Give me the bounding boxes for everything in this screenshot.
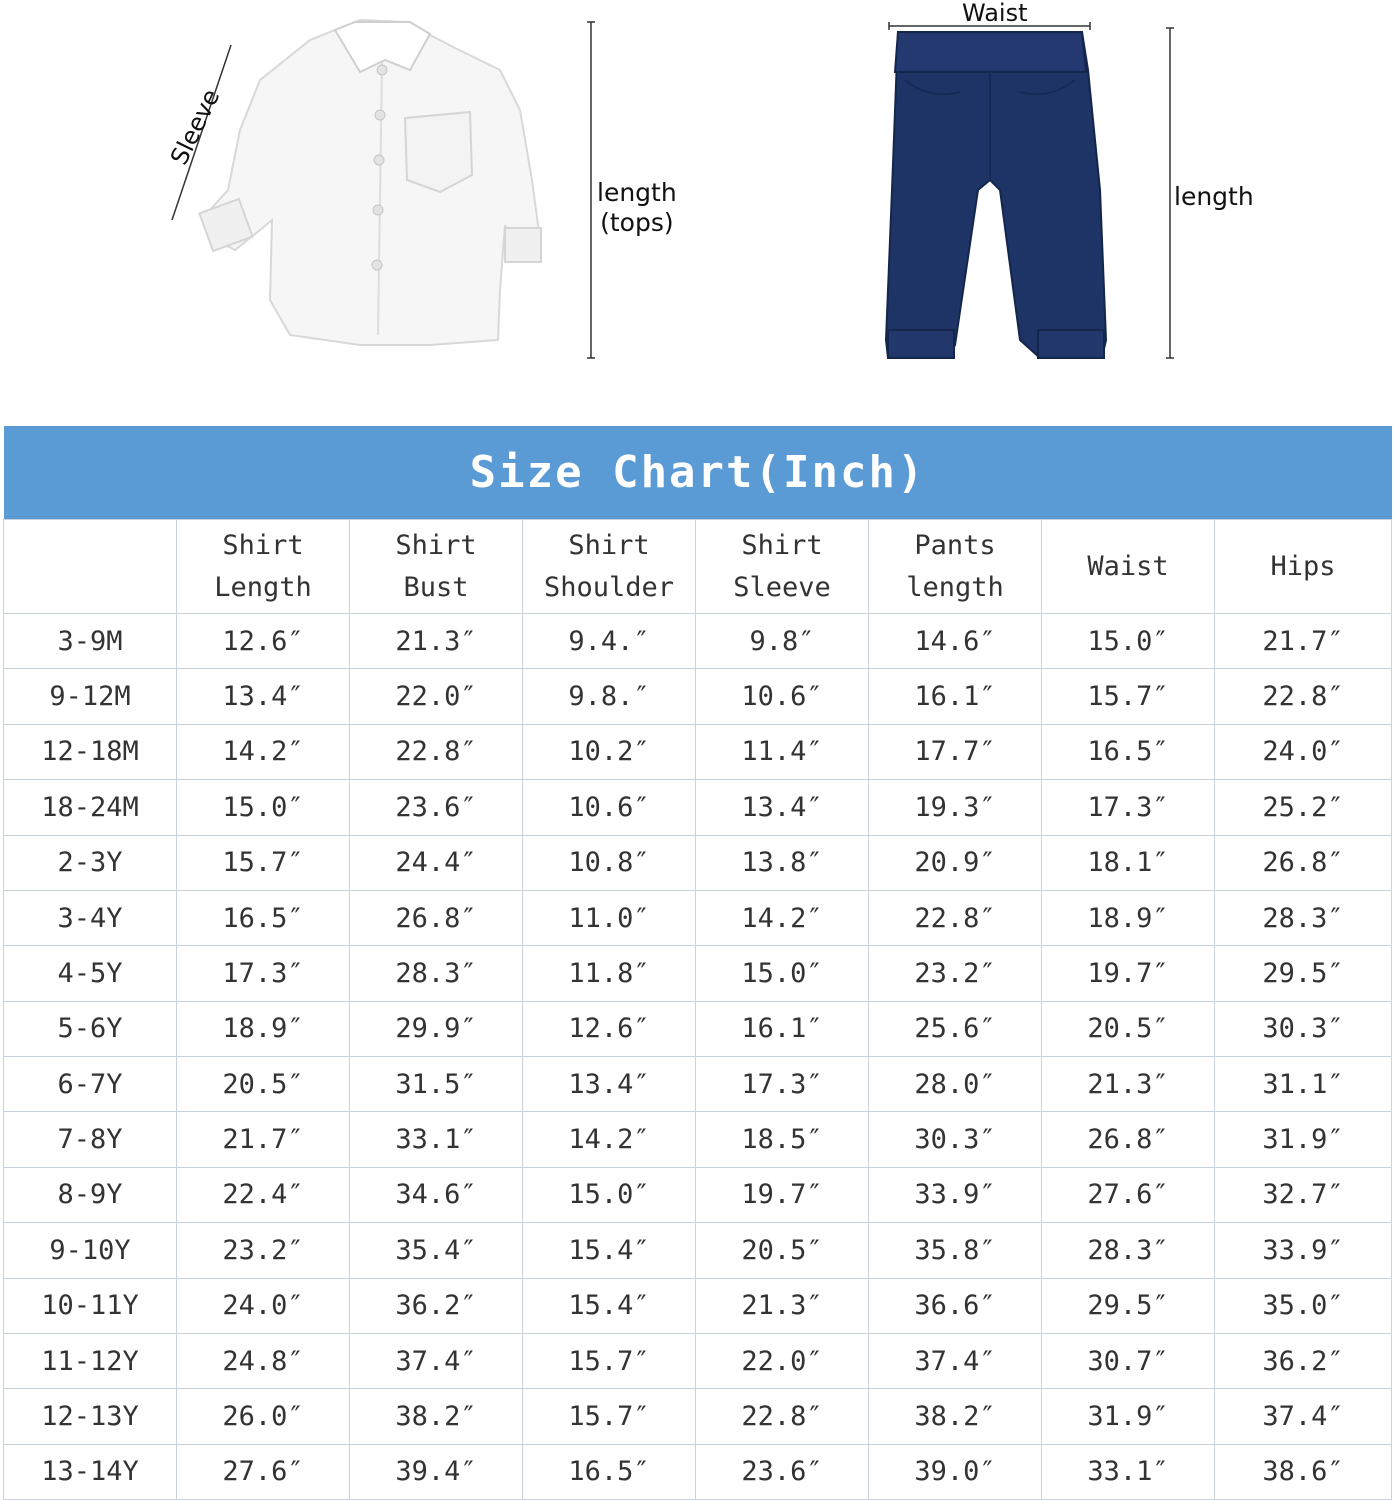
column-header: Shirt Bust — [350, 520, 523, 614]
product-figure — [0, 0, 1394, 420]
measurement-cell: 14.2″ — [523, 1112, 696, 1167]
size-cell: 9-10Y — [4, 1223, 177, 1278]
measurement-cell: 21.3″ — [696, 1278, 869, 1333]
measurement-cell: 18.1″ — [1042, 835, 1215, 890]
measurement-cell: 11.4″ — [696, 724, 869, 779]
measurement-cell: 14.2″ — [177, 724, 350, 779]
measurement-cell: 33.1″ — [350, 1112, 523, 1167]
size-cell: 12-13Y — [4, 1389, 177, 1444]
measurement-cell: 31.5″ — [350, 1057, 523, 1112]
measurement-cell: 24.0″ — [1215, 724, 1392, 779]
measurement-cell: 38.2″ — [869, 1389, 1042, 1444]
column-header: Hips — [1215, 520, 1392, 614]
measurement-cell: 33.9″ — [869, 1167, 1042, 1222]
measurement-cell: 19.3″ — [869, 780, 1042, 835]
table-row — [4, 890, 1392, 945]
table-row — [4, 669, 1392, 724]
column-header: Shirt Length — [177, 520, 350, 614]
column-header: Shirt Shoulder — [523, 520, 696, 614]
measurement-cell: 16.1″ — [869, 669, 1042, 724]
table-row — [4, 946, 1392, 1001]
size-chart-title: Size Chart(Inch) — [4, 426, 1392, 520]
measurement-cell: 32.7″ — [1215, 1167, 1392, 1222]
measurement-cell: 37.4″ — [350, 1333, 523, 1388]
measurement-cell: 13.4″ — [177, 669, 350, 724]
column-header: Waist — [1042, 520, 1215, 614]
measurement-cell: 35.0″ — [1215, 1278, 1392, 1333]
measurement-cell: 12.6″ — [177, 614, 350, 669]
measurement-cell: 22.4″ — [177, 1167, 350, 1222]
measurement-cell: 31.1″ — [1215, 1057, 1392, 1112]
measurement-cell: 26.8″ — [350, 890, 523, 945]
measurement-cell: 15.0″ — [696, 946, 869, 1001]
measurement-cell: 22.8″ — [869, 890, 1042, 945]
size-cell: 4-5Y — [4, 946, 177, 1001]
size-chart-header-row — [4, 520, 1392, 614]
size-cell: 8-9Y — [4, 1167, 177, 1222]
size-cell: 18-24M — [4, 780, 177, 835]
measurement-cell: 36.2″ — [350, 1278, 523, 1333]
measurement-cell: 17.3″ — [696, 1057, 869, 1112]
measurement-cell: 20.9″ — [869, 835, 1042, 890]
measurement-cell: 15.7″ — [523, 1389, 696, 1444]
measurement-cell: 23.6″ — [696, 1444, 869, 1499]
size-cell: 13-14Y — [4, 1444, 177, 1499]
measurement-cell: 21.7″ — [177, 1112, 350, 1167]
measurement-cell: 9.8.″ — [523, 669, 696, 724]
size-cell: 3-4Y — [4, 890, 177, 945]
table-row — [4, 1444, 1392, 1499]
measurement-cell: 31.9″ — [1215, 1112, 1392, 1167]
measurement-cell: 13.4″ — [696, 780, 869, 835]
size-chart-body — [4, 614, 1392, 1500]
measurement-cell: 9.8″ — [696, 614, 869, 669]
measurement-cell: 14.6″ — [869, 614, 1042, 669]
measurement-cell: 21.3″ — [350, 614, 523, 669]
measurement-cell: 33.1″ — [1042, 1444, 1215, 1499]
measurement-cell: 28.3″ — [1215, 890, 1392, 945]
measurement-cell: 20.5″ — [1042, 1001, 1215, 1056]
measurement-cell: 28.3″ — [350, 946, 523, 1001]
measurement-cell: 17.3″ — [1042, 780, 1215, 835]
measurement-cell: 29.5″ — [1042, 1278, 1215, 1333]
measurement-cell: 27.6″ — [177, 1444, 350, 1499]
measurement-cell: 36.6″ — [869, 1278, 1042, 1333]
measurement-cell: 33.9″ — [1215, 1223, 1392, 1278]
measurement-cell: 17.7″ — [869, 724, 1042, 779]
measurement-cell: 23.6″ — [350, 780, 523, 835]
measurement-cell: 39.4″ — [350, 1444, 523, 1499]
measurement-cell: 11.0″ — [523, 890, 696, 945]
measurement-cell: 28.0″ — [869, 1057, 1042, 1112]
measurement-cell: 25.2″ — [1215, 780, 1392, 835]
column-header: Pants length — [869, 520, 1042, 614]
size-cell: 10-11Y — [4, 1278, 177, 1333]
measurement-cell: 24.4″ — [350, 835, 523, 890]
measurement-cell: 15.0″ — [1042, 614, 1215, 669]
measurement-cell: 26.0″ — [177, 1389, 350, 1444]
table-row — [4, 1333, 1392, 1388]
measurement-cell: 14.2″ — [696, 890, 869, 945]
table-row — [4, 1001, 1392, 1056]
size-cell: 12-18M — [4, 724, 177, 779]
size-cell: 6-7Y — [4, 1057, 177, 1112]
measurement-cell: 16.5″ — [523, 1444, 696, 1499]
table-row — [4, 1167, 1392, 1222]
measurement-cell: 10.6″ — [696, 669, 869, 724]
size-cell: 7-8Y — [4, 1112, 177, 1167]
table-row — [4, 1223, 1392, 1278]
size-chart-table — [3, 426, 1392, 1500]
measurement-cell: 34.6″ — [350, 1167, 523, 1222]
table-row — [4, 835, 1392, 890]
measurement-cell: 10.2″ — [523, 724, 696, 779]
measurement-cell: 15.7″ — [177, 835, 350, 890]
waist-label: Waist — [962, 0, 1028, 27]
table-row — [4, 1057, 1392, 1112]
measurement-cell: 22.8″ — [1215, 669, 1392, 724]
measurement-cell: 30.7″ — [1042, 1333, 1215, 1388]
table-row — [4, 614, 1392, 669]
table-row — [4, 1112, 1392, 1167]
measurement-cell: 37.4″ — [1215, 1389, 1392, 1444]
measurement-cell: 35.4″ — [350, 1223, 523, 1278]
measurement-cell: 16.1″ — [696, 1001, 869, 1056]
table-row — [4, 1278, 1392, 1333]
measurement-cell: 22.8″ — [696, 1389, 869, 1444]
measurement-cell: 35.8″ — [869, 1223, 1042, 1278]
table-row — [4, 780, 1392, 835]
table-row — [4, 1389, 1392, 1444]
measurement-cell: 13.8″ — [696, 835, 869, 890]
measurement-cell: 38.6″ — [1215, 1444, 1392, 1499]
measurement-cell: 20.5″ — [177, 1057, 350, 1112]
size-cell: 9-12M — [4, 669, 177, 724]
measurement-cell: 27.6″ — [1042, 1167, 1215, 1222]
column-header: Shirt Sleeve — [696, 520, 869, 614]
measurement-cell: 10.8″ — [523, 835, 696, 890]
measurement-cell: 18.5″ — [696, 1112, 869, 1167]
measurement-cell: 10.6″ — [523, 780, 696, 835]
measurement-cell: 21.3″ — [1042, 1057, 1215, 1112]
measurement-cell: 15.7″ — [523, 1333, 696, 1388]
measurement-cell: 30.3″ — [869, 1112, 1042, 1167]
measurement-cell: 19.7″ — [1042, 946, 1215, 1001]
sleeve-label: Sleeve — [164, 84, 226, 170]
size-cell: 2-3Y — [4, 835, 177, 890]
measurement-cell: 18.9″ — [1042, 890, 1215, 945]
measurement-cell: 36.2″ — [1215, 1333, 1392, 1388]
measurement-cell: 15.7″ — [1042, 669, 1215, 724]
measurement-cell: 26.8″ — [1042, 1112, 1215, 1167]
measurement-cell: 38.2″ — [350, 1389, 523, 1444]
measurement-cell: 16.5″ — [177, 890, 350, 945]
measurement-cell: 23.2″ — [177, 1223, 350, 1278]
measurement-cell: 24.8″ — [177, 1333, 350, 1388]
measurement-cell: 16.5″ — [1042, 724, 1215, 779]
white-shirt-image — [199, 20, 541, 345]
measurement-cell: 21.7″ — [1215, 614, 1392, 669]
measurement-cell: 22.8″ — [350, 724, 523, 779]
measurement-cell: 22.0″ — [696, 1333, 869, 1388]
measurement-cell: 31.9″ — [1042, 1389, 1215, 1444]
measurement-cell: 39.0″ — [869, 1444, 1042, 1499]
measurement-cell: 25.6″ — [869, 1001, 1042, 1056]
measurement-cell: 29.9″ — [350, 1001, 523, 1056]
measurement-cell: 9.4.″ — [523, 614, 696, 669]
measurement-cell: 15.0″ — [523, 1167, 696, 1222]
measurement-cell: 18.9″ — [177, 1001, 350, 1056]
measurement-cell: 26.8″ — [1215, 835, 1392, 890]
measurement-cell: 20.5″ — [696, 1223, 869, 1278]
measurement-cell: 15.4″ — [523, 1278, 696, 1333]
measurement-cell: 37.4″ — [869, 1333, 1042, 1388]
measurement-cell: 13.4″ — [523, 1057, 696, 1112]
table-row — [4, 724, 1392, 779]
measurement-cell: 23.2″ — [869, 946, 1042, 1001]
size-cell: 5-6Y — [4, 1001, 177, 1056]
measurement-cell: 15.0″ — [177, 780, 350, 835]
measurement-cell: 19.7″ — [696, 1167, 869, 1222]
measurement-cell: 24.0″ — [177, 1278, 350, 1333]
size-cell: 11-12Y — [4, 1333, 177, 1388]
measurement-cell: 28.3″ — [1042, 1223, 1215, 1278]
measurement-cell: 22.0″ — [350, 669, 523, 724]
measurement-cell: 11.8″ — [523, 946, 696, 1001]
pants-length-label: length — [1174, 182, 1254, 211]
tops-length-label: length (tops) — [597, 178, 677, 237]
size-cell: 3-9M — [4, 614, 177, 669]
navy-pants-image — [886, 32, 1106, 358]
header-size-column — [4, 520, 177, 614]
measurement-cell: 12.6″ — [523, 1001, 696, 1056]
measurement-cell: 17.3″ — [177, 946, 350, 1001]
measurement-cell: 15.4″ — [523, 1223, 696, 1278]
measurement-cell: 30.3″ — [1215, 1001, 1392, 1056]
measurement-cell: 29.5″ — [1215, 946, 1392, 1001]
